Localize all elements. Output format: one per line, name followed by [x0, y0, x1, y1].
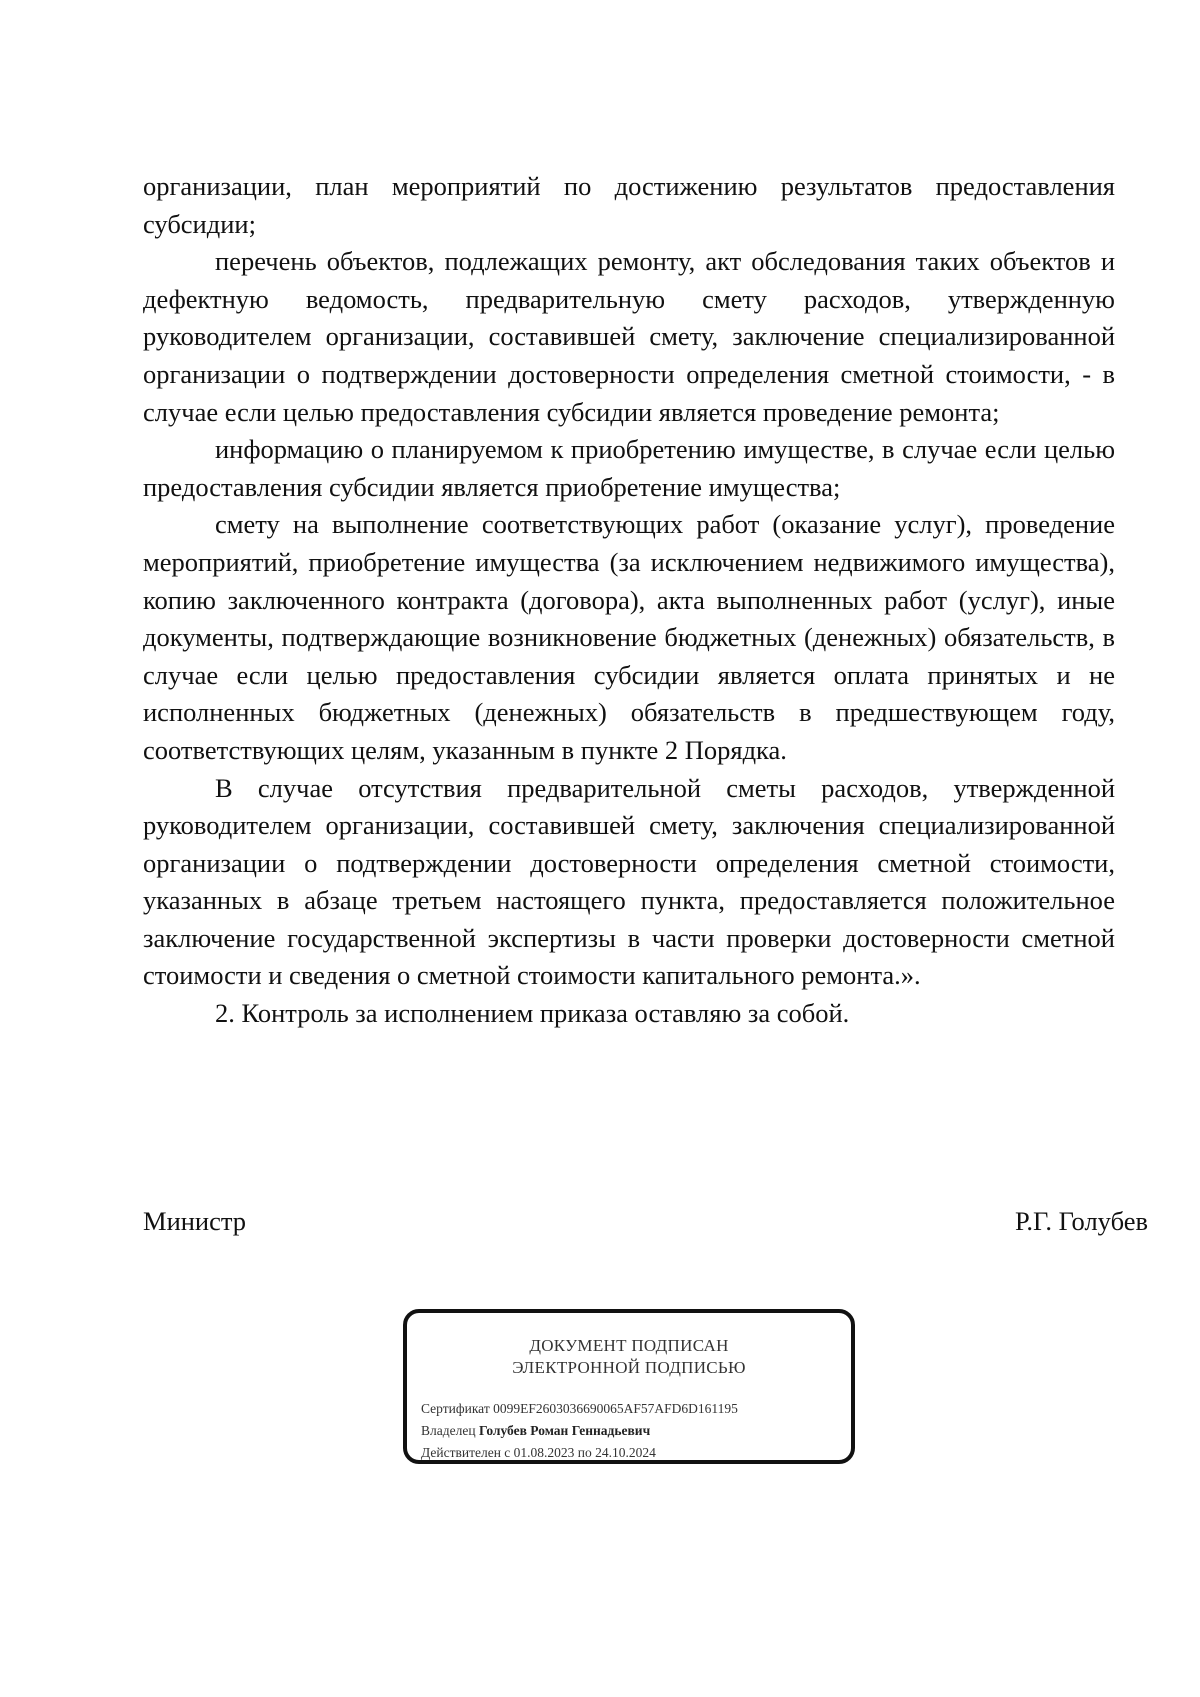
- owner-label: Владелец: [421, 1423, 476, 1438]
- paragraph-repair-objects: перечень объектов, подлежащих ремонту, акт обследования таких объектов и дефектную ведомость, предварительную смету расходов, утвержденную руководителем организации, составившей смету, заключение специализированной организации о подтверждении достоверности определения сметной стоимости, - в случае если целью предоставления субсидии является проведение ремонта;: [143, 246, 1115, 427]
- validity-line: [421, 1442, 738, 1464]
- valid-from: 01.08.2023: [513, 1445, 575, 1460]
- signer-name: Р.Г. Голубев: [1014, 1206, 1148, 1236]
- stamp-details: [421, 1398, 738, 1464]
- valid-to: 24.10.2024: [595, 1445, 656, 1460]
- electronic-signature-stamp: [403, 1309, 855, 1464]
- signer-position: Министр: [143, 1206, 247, 1236]
- certificate-value: 0099EF2603036690065AF57AFD6D161195: [493, 1401, 738, 1416]
- stamp-title: [407, 1335, 851, 1379]
- valid-label: Действителен с: [421, 1445, 511, 1460]
- paragraph-continuation: организации, план мероприятий по достижению результатов предоставления субсидии;: [143, 171, 1115, 239]
- valid-to-label: по: [577, 1445, 592, 1460]
- paragraph-control-clause: 2. Контроль за исполнением приказа оставляю за собой.: [215, 998, 850, 1029]
- certificate-line: [421, 1398, 738, 1420]
- owner-value: Голубев Роман Геннадьевич: [478, 1423, 651, 1438]
- paragraph-works-estimate: смету на выполнение соответствующих работ (оказание услуг), проведение мероприятий, приобретение имущества (за исключением недвижимого имущества), копию заключенного контракта (договора), акта выполненных работ (услуг), иные документы, подтверждающие возникновение бюджетных (денежных) обязательств, в случае если целью предоставления субсидии является оплата принятых и не исполненных бюджетных (денежных) обязательств в предшествующем году, соответствующих целям, указанным в пункте 2 Порядка.: [143, 509, 1115, 765]
- owner-line: [421, 1420, 738, 1442]
- document-body: [143, 168, 1115, 1033]
- paragraph-property-info: информацию о планируемом к приобретению имуществе, в случае если целью предоставления субсидии является приобретение имущества;: [143, 434, 1115, 502]
- stamp-title-line1: ДОКУМЕНТ ПОДПИСАН: [529, 1336, 729, 1355]
- stamp-title-line2: ЭЛЕКТРОННОЙ ПОДПИСЬЮ: [512, 1358, 746, 1377]
- paragraph-absence-of-estimate: В случае отсутствия предварительной сметы расходов, утвержденной руководителем организации, составившей смету, заключения специализированной организации о подтверждении достоверности определения сметной стоимости, указанных в абзаце третьем настоящего пункта, предоставляется положительное заключение государственной экспертизы в части проверки достоверности сметной стоимости и сведения о сметной стоимости капитального ремонта.».: [143, 772, 1115, 991]
- certificate-label: Сертификат: [421, 1401, 490, 1416]
